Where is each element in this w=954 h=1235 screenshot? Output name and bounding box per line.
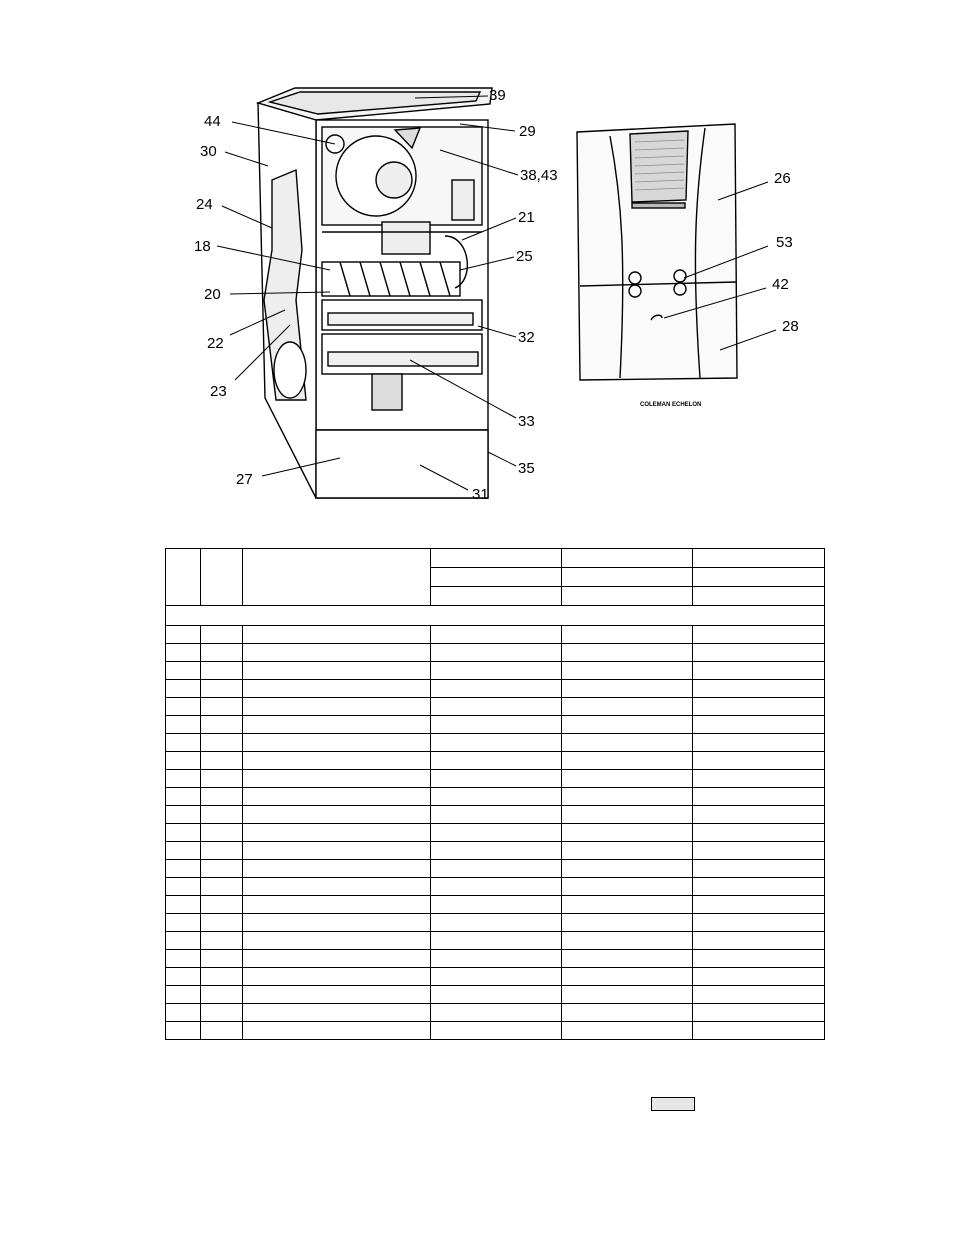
table-row: [166, 716, 825, 734]
table-cell: [431, 950, 562, 968]
callout-23: 23: [210, 383, 227, 400]
table-cell: [562, 788, 693, 806]
table-cell: [562, 842, 693, 860]
table-row: [166, 806, 825, 824]
door-callout-labels: [772, 170, 799, 335]
table-cell: [243, 896, 431, 914]
table-row: [166, 860, 825, 878]
table-cell: [562, 860, 693, 878]
header-cell: [166, 549, 201, 606]
table-cell: [243, 860, 431, 878]
table-cell: [243, 752, 431, 770]
table-cell: [693, 932, 825, 950]
table-cell: [243, 986, 431, 1004]
table-section-row: [166, 606, 825, 626]
table-cell: [201, 842, 243, 860]
table-cell: [243, 806, 431, 824]
callout-20: 20: [204, 286, 221, 303]
table-cell: [243, 662, 431, 680]
table-cell: [562, 914, 693, 932]
table-cell: [562, 950, 693, 968]
table-cell: [243, 824, 431, 842]
callout-21: 21: [518, 209, 535, 226]
table-cell: [243, 932, 431, 950]
table-cell: [431, 986, 562, 1004]
table-row: [166, 644, 825, 662]
header-cell: [201, 549, 243, 606]
table-cell: [693, 770, 825, 788]
table-row: [166, 896, 825, 914]
table-cell: [166, 968, 201, 986]
header-cell: [562, 568, 693, 587]
table-row: [166, 662, 825, 680]
table-cell: [166, 752, 201, 770]
table-cell: [201, 788, 243, 806]
table-cell: [431, 878, 562, 896]
table-cell: [201, 716, 243, 734]
table-cell: [201, 698, 243, 716]
table-cell: [201, 986, 243, 1004]
callout-42: 42: [772, 276, 789, 293]
table-row: [166, 932, 825, 950]
table-cell: [243, 716, 431, 734]
table-cell: [166, 896, 201, 914]
table-cell: [166, 842, 201, 860]
table-cell: [201, 770, 243, 788]
callout-26: 26: [774, 170, 791, 187]
table-cell: [693, 824, 825, 842]
table-cell: [693, 896, 825, 914]
table-cell: [562, 734, 693, 752]
footer-box: [651, 1097, 695, 1111]
parts-table-body: [166, 549, 825, 1040]
table-cell: [431, 1004, 562, 1022]
table-cell: [431, 734, 562, 752]
table-cell: [693, 968, 825, 986]
table-cell: [243, 770, 431, 788]
header-cell: [243, 549, 431, 606]
callout-18: 18: [194, 238, 211, 255]
table-cell: [431, 914, 562, 932]
table-cell: [431, 662, 562, 680]
table-cell: [243, 680, 431, 698]
table-cell: [243, 644, 431, 662]
callout-28: 28: [782, 318, 799, 335]
table-cell: [201, 806, 243, 824]
table-cell: [243, 878, 431, 896]
table-cell: [201, 968, 243, 986]
table-row: [166, 626, 825, 644]
parts-table: [165, 548, 825, 1040]
table-cell: [243, 734, 431, 752]
furnace-exploded-drawing: [0, 0, 954, 520]
table-cell: [562, 662, 693, 680]
table-row: [166, 770, 825, 788]
table-cell: [166, 716, 201, 734]
table-cell: [693, 1004, 825, 1022]
table-row: [166, 842, 825, 860]
callout-22: 22: [207, 335, 224, 352]
header-cell: [693, 587, 825, 606]
callout-53: 53: [776, 234, 793, 251]
table-cell: [166, 932, 201, 950]
table-cell: [562, 644, 693, 662]
table-cell: [431, 698, 562, 716]
table-cell: [693, 878, 825, 896]
table-cell: [562, 626, 693, 644]
table-cell: [243, 914, 431, 932]
table-cell: [431, 626, 562, 644]
callout-35: 35: [518, 460, 535, 477]
callout-29: 29: [519, 123, 536, 140]
table-cell: [693, 680, 825, 698]
callout-27: 27: [236, 471, 253, 488]
table-cell: [693, 788, 825, 806]
table-cell: [243, 842, 431, 860]
table-cell: [201, 680, 243, 698]
callout-31: 31: [472, 486, 489, 503]
table-cell: [166, 860, 201, 878]
table-cell: [693, 644, 825, 662]
table-cell: [166, 734, 201, 752]
table-cell: [201, 878, 243, 896]
table-cell: [562, 878, 693, 896]
table-cell: [562, 680, 693, 698]
table-cell: [431, 842, 562, 860]
table-cell: [562, 752, 693, 770]
header-cell: [693, 549, 825, 568]
callout-44: 44: [204, 113, 221, 130]
table-row: [166, 734, 825, 752]
table-header-row: [166, 549, 825, 568]
table-cell: [166, 788, 201, 806]
table-cell: [166, 644, 201, 662]
table-cell: [243, 968, 431, 986]
table-cell: [562, 770, 693, 788]
callout-24: 24: [196, 196, 213, 213]
table-cell: [693, 734, 825, 752]
table-cell: [166, 950, 201, 968]
table-cell: [431, 770, 562, 788]
table-cell: [693, 752, 825, 770]
table-cell: [166, 806, 201, 824]
table-cell: [693, 842, 825, 860]
table-cell: [431, 752, 562, 770]
table-cell: [166, 770, 201, 788]
table-cell: [201, 896, 243, 914]
table-cell: [431, 896, 562, 914]
table-cell: [431, 680, 562, 698]
callout-32: 32: [518, 329, 535, 346]
table-cell: [166, 914, 201, 932]
table-cell: [201, 950, 243, 968]
table-row: [166, 968, 825, 986]
table-cell: [243, 950, 431, 968]
table-cell: [431, 860, 562, 878]
table-cell: [201, 860, 243, 878]
section-cell: [166, 606, 825, 626]
table-cell: [243, 788, 431, 806]
table-cell: [562, 698, 693, 716]
callout-25: 25: [516, 248, 533, 265]
table-cell: [693, 698, 825, 716]
table-cell: [201, 932, 243, 950]
table-row: [166, 878, 825, 896]
table-cell: [166, 878, 201, 896]
table-cell: [201, 914, 243, 932]
table-row: [166, 698, 825, 716]
table-cell: [431, 716, 562, 734]
table-cell: [693, 986, 825, 1004]
table-cell: [166, 1022, 201, 1040]
table-cell: [166, 986, 201, 1004]
table-row: [166, 950, 825, 968]
table-cell: [201, 662, 243, 680]
table-row: [166, 680, 825, 698]
table-cell: [201, 752, 243, 770]
table-cell: [693, 806, 825, 824]
callout-33: 33: [518, 413, 535, 430]
header-cell: [693, 568, 825, 587]
table-cell: [562, 896, 693, 914]
table-cell: [431, 932, 562, 950]
callout-39: 39: [489, 87, 506, 104]
table-row: [166, 914, 825, 932]
table-cell: [431, 1022, 562, 1040]
header-cell: [431, 568, 562, 587]
table-cell: [562, 932, 693, 950]
table-row: [166, 986, 825, 1004]
table-cell: [562, 806, 693, 824]
table-cell: [201, 824, 243, 842]
callout-30: 30: [200, 143, 217, 160]
table-cell: [431, 806, 562, 824]
table-cell: [243, 698, 431, 716]
table-cell: [562, 824, 693, 842]
table-cell: [243, 1004, 431, 1022]
header-cell: [431, 587, 562, 606]
table-cell: [431, 968, 562, 986]
header-cell: [431, 549, 562, 568]
table-cell: [243, 1022, 431, 1040]
table-cell: [201, 734, 243, 752]
table-cell: [562, 986, 693, 1004]
table-row: [166, 752, 825, 770]
table-cell: [693, 950, 825, 968]
table-cell: [693, 860, 825, 878]
table-cell: [201, 644, 243, 662]
door-brand-label: COLEMAN ECHELON: [640, 402, 702, 408]
table-cell: [693, 1022, 825, 1040]
table-cell: [166, 680, 201, 698]
table-cell: [201, 1022, 243, 1040]
table-cell: [166, 626, 201, 644]
table-cell: [431, 644, 562, 662]
table-row: [166, 824, 825, 842]
table-cell: [693, 716, 825, 734]
table-cell: [201, 626, 243, 644]
table-cell: [166, 662, 201, 680]
table-cell: [562, 1022, 693, 1040]
table-cell: [693, 914, 825, 932]
table-cell: [431, 788, 562, 806]
table-cell: [693, 626, 825, 644]
table-cell: [166, 824, 201, 842]
table-row: [166, 1004, 825, 1022]
header-cell: [562, 549, 693, 568]
table-cell: [243, 626, 431, 644]
table-cell: [431, 824, 562, 842]
furnace-door: [577, 124, 737, 380]
table-row: [166, 1022, 825, 1040]
table-cell: [693, 662, 825, 680]
table-cell: [201, 1004, 243, 1022]
table-row: [166, 788, 825, 806]
callout-38-43: 38,43: [520, 167, 558, 184]
table-cell: [562, 968, 693, 986]
table-cell: [562, 1004, 693, 1022]
table-cell: [166, 1004, 201, 1022]
table-cell: [166, 698, 201, 716]
header-cell: [562, 587, 693, 606]
table-cell: [562, 716, 693, 734]
